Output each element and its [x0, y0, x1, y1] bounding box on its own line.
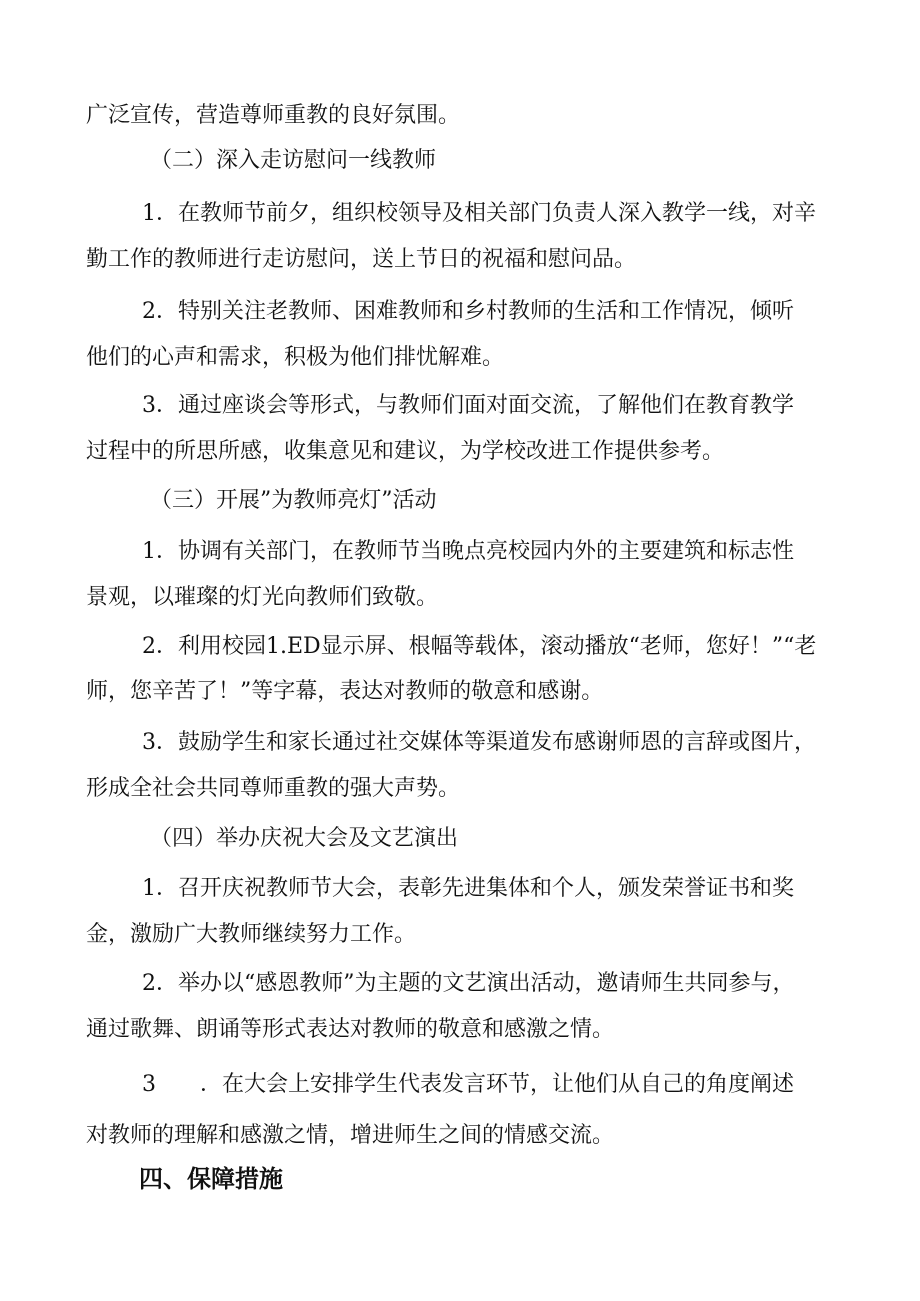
paragraph-line: 金，激励广大教师继续努力工作。 [86, 922, 417, 947]
paragraph-line: 对教师的理解和感激之情，增进师生之间的情感交流。 [86, 1123, 615, 1148]
paragraph-line: 通过歌舞、朗诵等形式表达对教师的敬意和感激之情。 [86, 1017, 615, 1042]
subsection-heading-4: （四）举办庆祝大会及文艺演出 [150, 826, 459, 851]
subsection-heading-2: （二）深入走访慰问一线教师 [150, 148, 437, 173]
paragraph-line: 勤工作的教师进行走访慰问，送上节日的祝福和慰问品。 [86, 247, 637, 272]
paragraph-line: 过程中的所思所感，收集意见和建议，为学校改进工作提供参考。 [86, 439, 725, 464]
paragraph-line: 3 ．在大会上安排学生代表发言环节，让他们从自己的角度阐述 [142, 1072, 794, 1097]
paragraph-line: 1．召开庆祝教师节大会，表彰先进集体和个人，颁发荣誉证书和奖 [142, 876, 794, 901]
paragraph-line: 2．利用校园1.ED显示屏、根幅等载体，滚动播放“老师，您好！”“老 [142, 634, 817, 659]
paragraph-line: 形成全社会共同尊师重教的强大声势。 [86, 776, 461, 801]
paragraph-line: 1．协调有关部门，在教师节当晚点亮校园内外的主要建筑和标志性 [142, 539, 794, 564]
paragraph-line: 3．鼓励学生和家长通过社交媒体等渠道发布感谢师恩的言辞或图片， [142, 730, 816, 755]
section-heading: 四、保障措施 [139, 1165, 283, 1193]
paragraph-line: 1．在教师节前夕，组织校领导及相关部门负责人深入教学一线，对辛 [142, 201, 816, 226]
paragraph-line: 景观，以璀璨的灯光向教师们致敬。 [86, 585, 439, 610]
paragraph-line: 2．举办以“感恩教师”为主题的文艺演出活动，邀请师生共同参与， [142, 971, 795, 996]
paragraph-line: 3．通过座谈会等形式，与教师们面对面交流，了解他们在教育教学 [142, 393, 794, 418]
paragraph-line: 他们的心声和需求，积极为他们排忧解难。 [86, 345, 505, 370]
paragraph-line: 2．特别关注老教师、困难教师和乡村教师的生活和工作情况，倾听 [142, 299, 794, 324]
paragraph-line: 广泛宣传，营造尊师重教的良好氛围。 [86, 103, 461, 128]
subsection-heading-3: （三）开展”为教师亮灯”活动 [150, 488, 437, 513]
paragraph-line: 师，您辛苦了！”等字幕，表达对教师的敬意和感谢。 [86, 679, 604, 704]
